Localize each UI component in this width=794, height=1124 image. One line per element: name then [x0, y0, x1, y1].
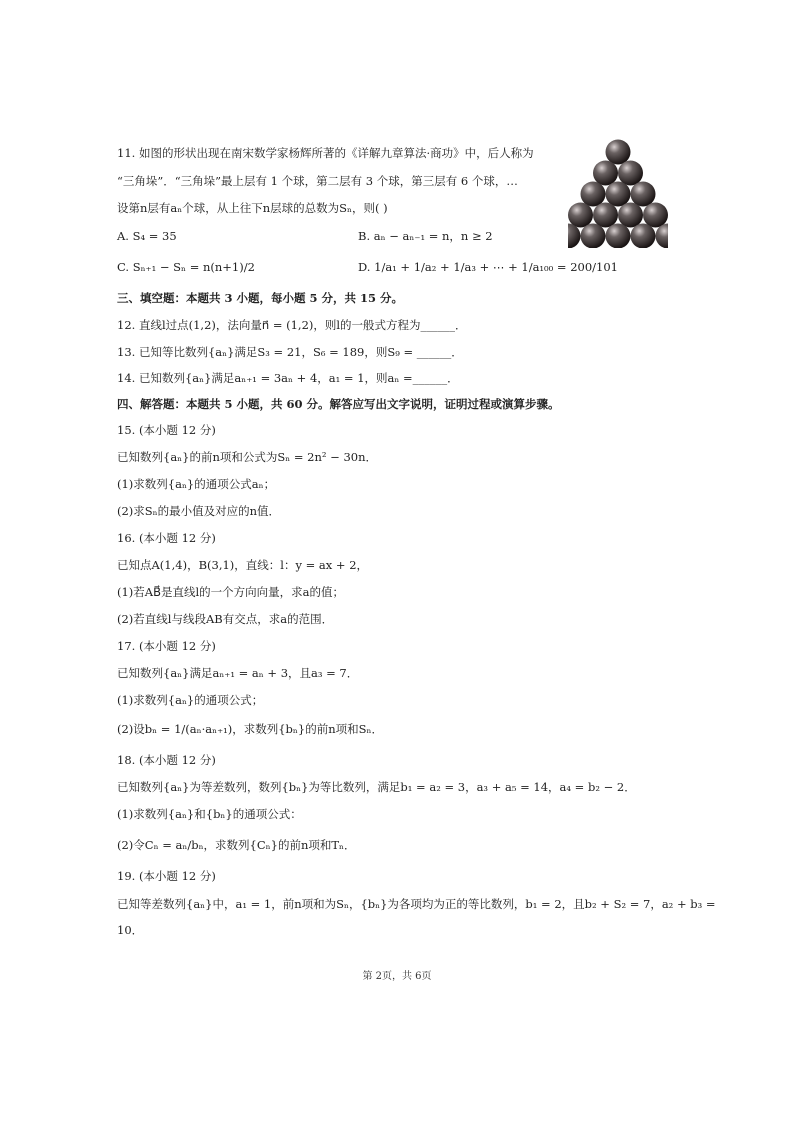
q17-stem: 已知数列{aₙ}满足aₙ₊₁ = aₙ + 3，且a₃ = 7． [117, 666, 359, 680]
q11-option-c: C. Sₙ₊₁ − Sₙ = n(n+1)/2 [117, 260, 255, 274]
q14: 14. 已知数列{aₙ}满足aₙ₊₁ = 3aₙ + 4，a₁ = 1，则aₙ =______． [117, 371, 459, 385]
q17-part2: (2)设bₙ = 1/(aₙ·aₙ₊₁)，求数列{bₙ}的前n项和Sₙ． [117, 722, 383, 736]
q16-stem: 已知点A(1,4)，B(3,1)，直线：l：y = ax + 2， [117, 558, 369, 572]
q16-part2: (2)若直线l与线段AB有交点，求a的范围． [117, 612, 334, 626]
ball [618, 161, 643, 186]
q17-head: 17. (本小题 12 分) [117, 639, 216, 653]
q15-stem: 已知数列{aₙ}的前n项和公式为Sₙ = 2n² − 30n． [117, 450, 377, 464]
ball [643, 203, 668, 228]
q15-part2: (2)求Sₙ的最小值及对应的n值． [117, 504, 281, 518]
ball [631, 182, 656, 207]
q12: 12. 直线l过点(1,2)，法向量n⃗ = (1,2)，则l的一般式方程为______． [117, 318, 467, 332]
q19-stem-line1: 已知等差数列{aₙ}中，a₁ = 1，前n项和为Sₙ，{bₙ}为各项均为正的等比数列，b₁ = 2，且b₂ + S₂ = 7，a₂ + b₃ = [117, 897, 716, 911]
ball [606, 224, 631, 249]
ball [581, 224, 606, 249]
q11-line3: 设第n层有aₙ个球，从上往下n层球的总数为Sₙ，则( ) [117, 201, 388, 215]
q18-head: 18. (本小题 12 分) [117, 753, 216, 767]
q18-stem: 已知数列{aₙ}为等差数列，数列{bₙ}为等比数列，满足b₁ = a₂ = 3，a₃ + a₅ = 14，a₄ = b₂ − 2． [117, 780, 636, 794]
q18-part2: (2)令Cₙ = aₙ/bₙ，求数列{Cₙ}的前n项和Tₙ． [117, 838, 356, 852]
q13: 13. 已知等比数列{aₙ}满足S₃ = 21，S₆ = 189，则S₉ = ______． [117, 345, 463, 359]
q11-line2: “三角垛”．“三角垛”最上层有 1 个球，第二层有 3 个球，第三层有 6 个球，… [117, 174, 518, 188]
q19-head: 19. (本小题 12 分) [117, 869, 216, 883]
section4-heading: 四、解答题：本题共 5 小题，共 60 分。解答应写出文字说明，证明过程或演算步骤。 [117, 397, 560, 411]
section3-heading: 三、填空题：本题共 3 小题，每小题 5 分，共 15 分。 [117, 291, 404, 305]
ball [631, 224, 656, 249]
q11-option-b: B. aₙ − aₙ₋₁ = n，n ≥ 2 [358, 229, 493, 243]
ball [606, 140, 631, 165]
q18-part1: (1)求数列{aₙ}和{bₙ}的通项公式： [117, 807, 302, 821]
ball [593, 161, 618, 186]
q11-option-a: A. S₄ = 35 [117, 229, 177, 243]
q16-part1: (1)若AB⃗是直线l的一个方向向量，求a的值； [117, 585, 345, 599]
ball [581, 182, 606, 207]
ball [606, 182, 631, 207]
q17-part1: (1)求数列{aₙ}的通项公式； [117, 693, 264, 707]
ball [568, 203, 593, 228]
q11-option-d: D. 1/a₁ + 1/a₂ + 1/a₃ + ⋯ + 1/a₁₀₀ = 200/101 [358, 260, 618, 274]
q15-head: 15. (本小题 12 分) [117, 423, 216, 437]
q16-head: 16. (本小题 12 分) [117, 531, 216, 545]
q15-part1: (1)求数列{aₙ}的通项公式aₙ； [117, 477, 276, 491]
q19-stem-line2: 10． [117, 923, 144, 937]
page-footer: 第 2页，共 6页 [362, 971, 432, 982]
ball [618, 203, 643, 228]
q11-line1: 11. 如图的形状出现在南宋数学家杨辉所著的《详解九章算法·商功》中，后人称为 [117, 146, 534, 160]
ball [593, 203, 618, 228]
triangular-stack-figure [568, 138, 668, 248]
